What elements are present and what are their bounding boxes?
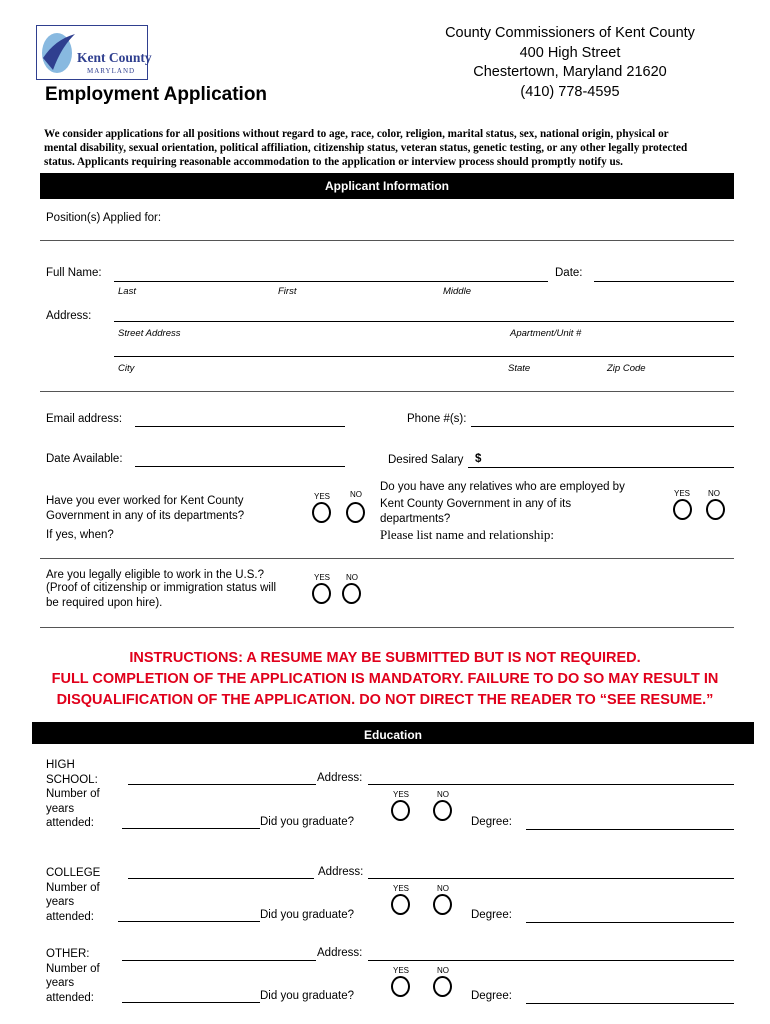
hs-address-input[interactable] — [368, 784, 734, 785]
college-line1: COLLEGE — [46, 867, 101, 879]
page-title: Employment Application — [45, 84, 268, 105]
address-label: Address: — [46, 310, 92, 322]
hs-line1: HIGH — [46, 759, 75, 771]
relatives-no-label: NO — [708, 489, 720, 498]
hs-line3: Number of — [46, 788, 100, 800]
desired-salary-input[interactable] — [468, 467, 734, 468]
worked-divider — [40, 558, 734, 559]
relatives-question-line2: Kent County Government in any of its — [380, 498, 572, 510]
salary-dollar-sign: $ — [475, 453, 482, 465]
hs-line2: SCHOOL: — [46, 773, 98, 786]
full-name-input[interactable] — [114, 281, 548, 282]
eligible-no-label: NO — [346, 573, 358, 582]
relatives-no-radio[interactable] — [706, 499, 725, 520]
other-graduated-no-radio[interactable] — [433, 976, 452, 997]
hs-degree-input[interactable] — [526, 829, 734, 830]
eligible-yes-radio[interactable] — [312, 583, 331, 604]
hs-degree-label: Degree: — [471, 816, 512, 828]
relatives-question-line1: Do you have any relatives who are employed by — [380, 481, 625, 493]
other-degree-input[interactable] — [526, 1003, 734, 1004]
worked-yes-label: YES — [314, 492, 331, 501]
college-address-label: Address: — [318, 866, 364, 878]
college-name-input[interactable] — [128, 878, 314, 879]
policy-line-3: status. Applicants requiring reasonable accommodation to the application or interview process should promptly notify us. — [44, 156, 623, 168]
date-input[interactable] — [594, 281, 734, 282]
high-school-label — [46, 758, 100, 831]
city-caption: City — [118, 363, 135, 374]
college-line3: years — [46, 896, 75, 908]
college-yes-label: YES — [393, 884, 410, 893]
org-address-block — [420, 24, 720, 102]
street-address-input[interactable] — [114, 321, 734, 322]
worked-yes-radio[interactable] — [312, 502, 331, 523]
college-graduated-yes-radio[interactable] — [391, 894, 410, 915]
instructions-line3: DISQUALIFICATION OF THE APPLICATION. DO NOT DIRECT THE READER TO “SEE RESUME.” — [56, 692, 714, 708]
hs-line4: years — [46, 802, 75, 815]
other-line1: OTHER: — [46, 948, 90, 960]
address-divider — [40, 391, 734, 392]
logo-text-line2: MARYLAND — [87, 67, 136, 75]
org-street: 400 High Street — [519, 44, 621, 61]
hs-graduate-label: Did you graduate? — [260, 816, 354, 828]
worked-question-line1: Have you ever worked for Kent County — [46, 495, 244, 507]
kent-county-bird-icon — [39, 28, 79, 78]
worked-question-line2: Government in any of its departments? — [46, 510, 245, 522]
college-degree-label: Degree: — [471, 909, 512, 921]
city-state-zip-input[interactable] — [114, 356, 734, 357]
hs-name-input[interactable] — [128, 784, 316, 785]
other-name-input[interactable] — [122, 960, 316, 961]
other-address-label: Address: — [317, 947, 363, 959]
org-city: Chestertown, Maryland 21620 — [473, 64, 667, 80]
college-address-input[interactable] — [368, 878, 734, 879]
hs-address-label: Address: — [317, 772, 363, 784]
other-graduated-yes-radio[interactable] — [391, 976, 410, 997]
position-label: Position(s) Applied for: — [46, 212, 162, 224]
other-no-label: NO — [437, 966, 449, 975]
other-line4: attended: — [46, 991, 94, 1004]
college-label — [46, 866, 100, 924]
college-degree-input[interactable] — [526, 922, 734, 923]
instructions-line2: FULL COMPLETION OF THE APPLICATION IS MANDATORY. FAILURE TO DO SO MAY RESULT IN — [51, 671, 719, 687]
other-address-input[interactable] — [368, 960, 734, 961]
applicant-section-header: Applicant Information — [40, 173, 734, 199]
eligible-yes-label: YES — [314, 573, 331, 582]
other-graduate-label: Did you graduate? — [260, 990, 354, 1002]
other-degree-label: Degree: — [471, 990, 512, 1002]
last-name-caption: Last — [118, 286, 136, 297]
kent-county-logo — [36, 25, 152, 80]
college-no-label: NO — [437, 884, 449, 893]
college-graduated-no-radio[interactable] — [433, 894, 452, 915]
street-address-caption: Street Address — [118, 328, 181, 339]
phone-label: Phone #(s): — [407, 413, 467, 425]
date-label: Date: — [555, 267, 583, 279]
desired-salary-label: Desired Salary — [388, 454, 464, 466]
college-years-input[interactable] — [118, 921, 260, 922]
worked-no-radio[interactable] — [346, 502, 365, 523]
date-available-input[interactable] — [135, 466, 345, 467]
hs-years-input[interactable] — [122, 828, 260, 829]
worked-no-label: NO — [350, 490, 362, 499]
eligible-no-radio[interactable] — [342, 583, 361, 604]
org-name: County Commissioners of Kent County — [445, 25, 695, 41]
policy-line-1: We consider applications for all positions without regard to age, race, color, religion, marital status, sex, national origin, physical or — [44, 128, 669, 140]
relatives-yes-label: YES — [674, 489, 691, 498]
hs-graduated-no-radio[interactable] — [433, 800, 452, 821]
policy-text — [44, 127, 687, 169]
phone-input[interactable] — [471, 426, 734, 427]
hs-line5: attended: — [46, 817, 94, 829]
state-caption: State — [508, 363, 531, 374]
education-section-header: Education — [32, 722, 754, 744]
relatives-question-line3: departments? — [380, 513, 451, 525]
college-line4: attended: — [46, 910, 94, 923]
if-yes-when-label: If yes, when? — [46, 529, 114, 541]
eligible-divider — [40, 627, 734, 628]
hs-yes-label: YES — [393, 790, 410, 799]
logo-text-line1: Kent County — [77, 50, 152, 65]
college-line2: Number of — [46, 881, 100, 894]
first-name-caption: First — [278, 286, 297, 297]
other-line2: Number of — [46, 962, 100, 975]
instructions-line1: INSTRUCTIONS: A RESUME MAY BE SUBMITTED BUT IS NOT REQUIRED. — [129, 650, 641, 666]
college-graduate-label: Did you graduate? — [260, 909, 354, 921]
hs-no-label: NO — [437, 790, 449, 799]
middle-name-caption: Middle — [443, 286, 471, 297]
apartment-caption: Apartment/Unit # — [510, 328, 582, 339]
email-input[interactable] — [135, 426, 345, 427]
eligible-question-line3: be required upon hire). — [46, 597, 163, 609]
hs-graduated-yes-radio[interactable] — [391, 800, 410, 821]
email-label: Email address: — [46, 413, 123, 425]
org-phone: (410) 778-4595 — [520, 83, 620, 100]
other-label — [46, 947, 100, 1005]
relatives-yes-radio[interactable] — [673, 499, 692, 520]
relatives-list-label: Please list name and relationship: — [380, 527, 555, 542]
full-name-label: Full Name: — [46, 267, 102, 279]
policy-line-2: mental disability, sexual orientation, political affiliation, citizenship status, veteran status, genetic testing, or any other legally protected — [44, 142, 688, 154]
other-line3: years — [46, 977, 75, 989]
zip-caption: Zip Code — [607, 363, 646, 374]
eligible-question-line2: (Proof of citizenship or immigration status will — [46, 582, 277, 594]
other-yes-label: YES — [393, 966, 410, 975]
position-input[interactable] — [40, 240, 734, 241]
date-available-label: Date Available: — [46, 453, 123, 465]
eligible-question-line1: Are you legally eligible to work in the U.S.? — [46, 569, 264, 581]
other-years-input[interactable] — [122, 1002, 260, 1003]
